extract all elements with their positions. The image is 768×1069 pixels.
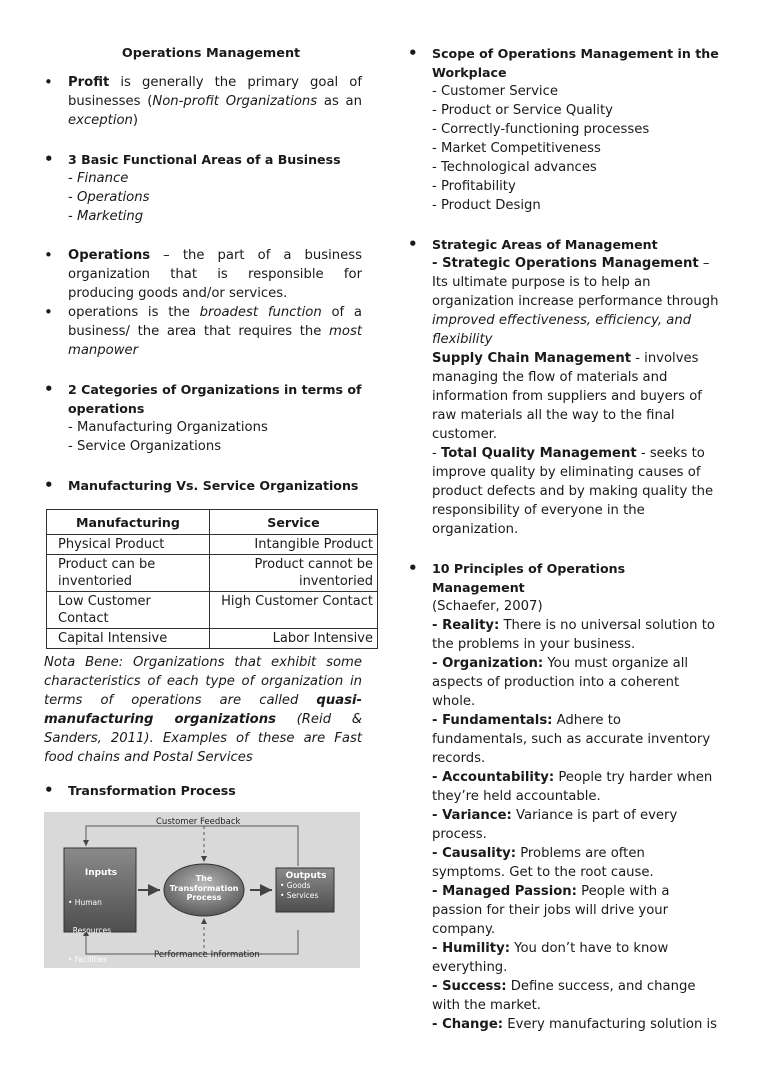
table-cell: Physical Product <box>47 535 210 555</box>
principle-term: - Fundamentals: <box>432 713 553 728</box>
principle-term: - Humility: <box>432 941 510 956</box>
inputs-title: Inputs <box>84 868 118 878</box>
profit-term: Profit <box>68 75 110 90</box>
scm-term: Supply Chain Management <box>432 351 632 366</box>
principle-term: - Organization: <box>432 656 544 671</box>
scope-item: - Product Design <box>432 198 541 213</box>
principle-text: You don’t have to know everything. <box>432 941 669 975</box>
principle-text: Adhere to fundamentals, such as accurate inventory records. <box>432 713 711 766</box>
table-header: Service <box>209 510 377 535</box>
strategic-heading: • Strategic Areas of Management <box>408 235 720 254</box>
profit-text: is generally the primary goal of businesses ( <box>68 75 362 109</box>
principle-item <box>408 882 720 939</box>
principle-term: - Reality: <box>432 618 500 633</box>
category-item: - Service Organizations <box>68 439 222 454</box>
table-row <box>47 629 378 649</box>
input-item: • Technologies <box>68 1011 123 1021</box>
table-cell: Product cannot be inventoried <box>209 555 377 592</box>
performance-label: Performance Information <box>154 950 260 960</box>
input-item: • Human <box>68 897 102 907</box>
scope-item: - Technological advances <box>432 160 597 175</box>
categories-heading: • 2 Categories of Organizations in terms of operations <box>44 380 362 418</box>
outputs-text <box>280 871 332 901</box>
som-italic: improved effectiveness, efficiency, and flexibility <box>432 313 692 347</box>
table-cell: Labor Intensive <box>209 629 377 649</box>
scope-item: - Customer Service <box>432 84 558 99</box>
tqm-prefix: - <box>432 446 441 461</box>
process-line: Process <box>186 893 222 902</box>
scope-item: - Market Competitiveness <box>432 141 601 156</box>
tqm-text: - seeks to improve quality by eliminating causes of product defects and by making quality the responsibility of everyone in the organization. <box>432 446 714 537</box>
table-row <box>47 535 378 555</box>
operations-definition <box>44 246 362 303</box>
strategic-scm <box>408 349 720 444</box>
broad-t1: operations is the <box>68 305 200 320</box>
process-line: Transformation <box>169 883 239 893</box>
operations-def-text: – the part of a business organization that is responsible for producing goods and/or services. <box>68 248 362 301</box>
principle-item <box>408 654 720 711</box>
strategic-som <box>408 254 720 349</box>
principle-item <box>408 939 720 977</box>
principles-heading: • 10 Principles of Operations Management <box>408 559 720 597</box>
profit-bullet <box>44 73 362 130</box>
principle-item <box>408 711 720 768</box>
scope-item: - Correctly-functioning processes <box>432 122 650 137</box>
principles-source: (Schaefer, 2007) <box>432 599 543 614</box>
outputs-title: Outputs <box>285 871 327 881</box>
functional-item: - Marketing <box>68 209 144 224</box>
note-t2: (Reid & Sanders, 2011). Examples of these are Fast food chains and Postal Services <box>44 712 362 765</box>
profit-italic: Non-profit Organizations <box>152 94 318 109</box>
principle-term: - Accountability: <box>432 770 555 785</box>
note-bold: quasi-manufacturing organizations <box>44 693 362 727</box>
document-title: Operations Management <box>121 46 301 61</box>
tqm-term: Total Quality Management <box>440 446 637 461</box>
process-line: The <box>195 874 213 883</box>
som-text: – Its ultimate purpose is to help an organization increase performance through <box>432 256 719 309</box>
right-column <box>408 44 720 1034</box>
scope-item: - Product or Service Quality <box>432 103 613 118</box>
principle-term: - Change: <box>432 1017 504 1032</box>
principle-item <box>408 616 720 654</box>
note-t1: Nota Bene: Organizations that exhibit some characteristics of each type of organization in terms of operations are called <box>44 655 362 708</box>
profit-text3: ) <box>132 113 139 128</box>
output-item: • Services <box>280 891 319 900</box>
principle-text: You must organize all aspects of production into a coherent whole. <box>432 656 689 709</box>
scope-item: - Profitability <box>432 179 516 194</box>
manufacturing-service-table <box>46 509 378 649</box>
table-cell: High Customer Contact <box>209 592 377 629</box>
principle-text: Problems are often symptoms. Get to the root cause. <box>432 846 654 880</box>
functional-areas-heading: • 3 Basic Functional Areas of a Business <box>44 150 362 169</box>
operations-broad <box>44 303 362 360</box>
principle-term: - Variance: <box>432 808 512 823</box>
process-text <box>164 874 244 903</box>
principle-term: - Managed Passion: <box>432 884 577 899</box>
input-item: • Materials <box>68 1040 110 1049</box>
som-term: - Strategic Operations Management <box>432 256 699 271</box>
table-cell: Capital Intensive <box>47 629 210 649</box>
principle-text: People with a passion for their jobs will drive your company. <box>432 884 670 937</box>
principle-text: People try harder when they’re held accountable. <box>432 770 713 804</box>
output-item: • Goods <box>280 881 311 890</box>
strategic-tqm <box>408 444 720 539</box>
input-item: • Facilities <box>68 954 107 964</box>
broad-i2: most manpower <box>68 324 362 358</box>
principle-term: - Causality: <box>432 846 516 861</box>
transformation-heading: • Transformation Process <box>44 781 362 800</box>
table-row <box>47 592 378 629</box>
principle-text: Define success, and change with the market. <box>432 979 696 1013</box>
operations-term: Operations <box>68 248 151 263</box>
nota-bene <box>44 653 362 767</box>
principle-term: - Success: <box>432 979 507 994</box>
table-cell: Product can be inventoried <box>47 555 210 592</box>
category-item: - Manufacturing Organizations <box>68 420 268 435</box>
broad-i1: broadest function <box>199 305 322 320</box>
profit-text2: as an <box>317 94 362 109</box>
table-cell: Intangible Product <box>209 535 377 555</box>
profit-italic2: exception <box>68 113 133 128</box>
broad-t2: of a business/ the area that requires the <box>68 305 362 339</box>
principle-item <box>408 977 720 1015</box>
principle-text: Every manufacturing solution is <box>503 1017 718 1032</box>
left-column <box>44 44 373 1049</box>
functional-item: - Operations <box>68 190 150 205</box>
scope-heading: • Scope of Operations Management in the Workplace <box>408 44 720 82</box>
principle-text: There is no universal solution to the problems in your business. <box>432 618 715 652</box>
table-header: Manufacturing <box>47 510 210 535</box>
principle-item <box>408 768 720 806</box>
mvs-heading: • Manufacturing Vs. Service Organizations <box>44 476 362 495</box>
principle-item <box>408 1015 720 1034</box>
inputs-text <box>68 850 134 1069</box>
principle-item <box>408 844 720 882</box>
functional-item: - Finance <box>68 171 129 186</box>
principle-item <box>408 806 720 844</box>
table-row <box>47 555 378 592</box>
feedback-label: Customer Feedback <box>156 817 241 827</box>
table-cell: Low Customer Contact <box>47 592 210 629</box>
table-header-row <box>47 510 378 535</box>
scm-text: - involves managing the flow of materials and information from suppliers and buyers of raw materials all the way to the final customer. <box>432 351 702 442</box>
principle-text: Variance is part of every process. <box>432 808 678 842</box>
input-item: & Processes <box>68 983 118 992</box>
transformation-diagram <box>44 812 360 1049</box>
input-item: Resources <box>68 926 112 935</box>
